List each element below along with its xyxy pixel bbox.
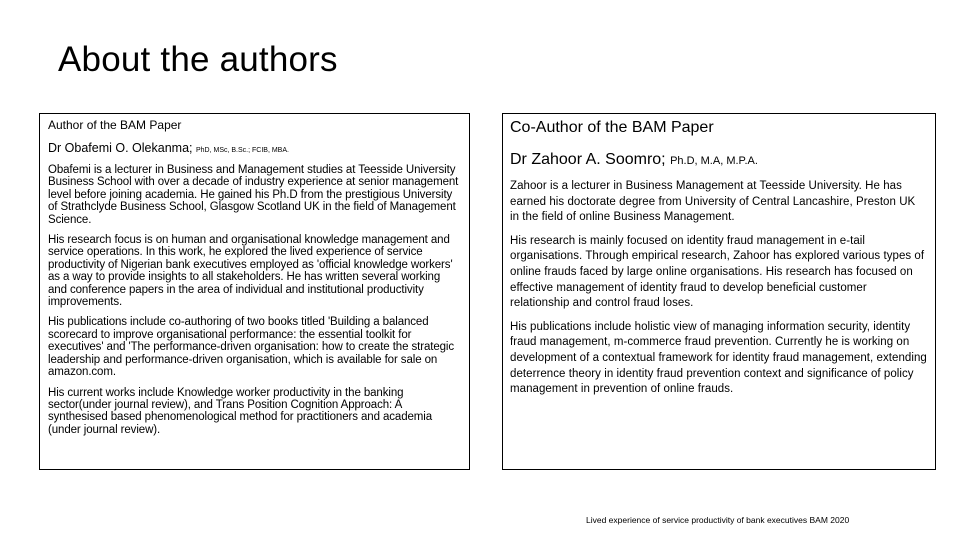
coauthor-credentials: Ph.D, M.A, M.P.A. <box>670 155 758 167</box>
author-credentials: PhD, MSc, B.Sc.; FCIB, MBA. <box>195 147 289 154</box>
author-current-works-paragraph: His current works include Knowledge worker productivity in the banking sector(under journal review), and Trans Position Cognition Approach: A synthesised based phenomenological method for practitioners and academia (under journal review). <box>48 386 433 436</box>
author-heading: Author of the BAM Paper <box>48 118 182 132</box>
author-box <box>39 113 470 470</box>
coauthor-publications-paragraph: His publications include holistic view of managing information security, identity fraud management, m-commerce fraud prevention. Currently he is working on development of a contextual framework for identity fraud management, extending deterrence theory in identity fraud prevention context and significance of policy management in prevention of online frauds. <box>510 320 927 396</box>
coauthor-heading: Co-Author of the BAM Paper <box>510 119 714 136</box>
author-name: Dr Obafemi O. Olekanma; <box>48 141 193 155</box>
author-bio-paragraph: Obafemi is a lecturer in Business and Management studies at Teesside University Business School with over a decade of industry experience at senior management level before joining academia. He gained his Ph.D from the prestigious University of Strathclyde Business School, Glasgow Scotland UK in the field of Management Science. <box>48 164 459 226</box>
coauthor-name: Dr Zahoor A. Soomro; <box>510 151 666 168</box>
slide-title: About the authors <box>58 40 338 79</box>
author-publications-paragraph: His publications include co-authoring of two books titled 'Building a balanced scorecard to improve organisational performance: the essential toolkit for executives' and 'The performance-driven organisation: how to create the strategic leadership and performance-driven organisation, which is available for sale on amazon.com. <box>48 316 455 379</box>
coauthor-name-line <box>510 151 927 169</box>
coauthor-box <box>502 113 936 470</box>
slide-footer: Lived experience of service productivity of bank executives BAM 2020 <box>586 515 850 525</box>
author-name-line <box>48 141 461 155</box>
coauthor-bio-paragraph: Zahoor is a lecturer in Business Management at Teesside University. He has earned his doctorate degree from University of Central Lancashire, Preston UK in the field of online Business Management. <box>510 180 916 224</box>
author-research-paragraph: His research focus is on human and organisational knowledge management and service operations. In this work, he explored the lived experience of service productivity of Nigerian bank executives employed as 'official knowledge workers' as a way to provide insights to all stakeholders. He has written several working and conference papers in the area of individual and institutional productivity improvements. <box>48 234 453 309</box>
coauthor-research-paragraph: His research is mainly focused on identity fraud management in e-tail organisations. Through empirical research, Zahoor has explored various types of online frauds faced by large online organisations. His research has focused on effective management of identity fraud to develop beneficial customer relationship and control fraud loses. <box>510 234 925 310</box>
